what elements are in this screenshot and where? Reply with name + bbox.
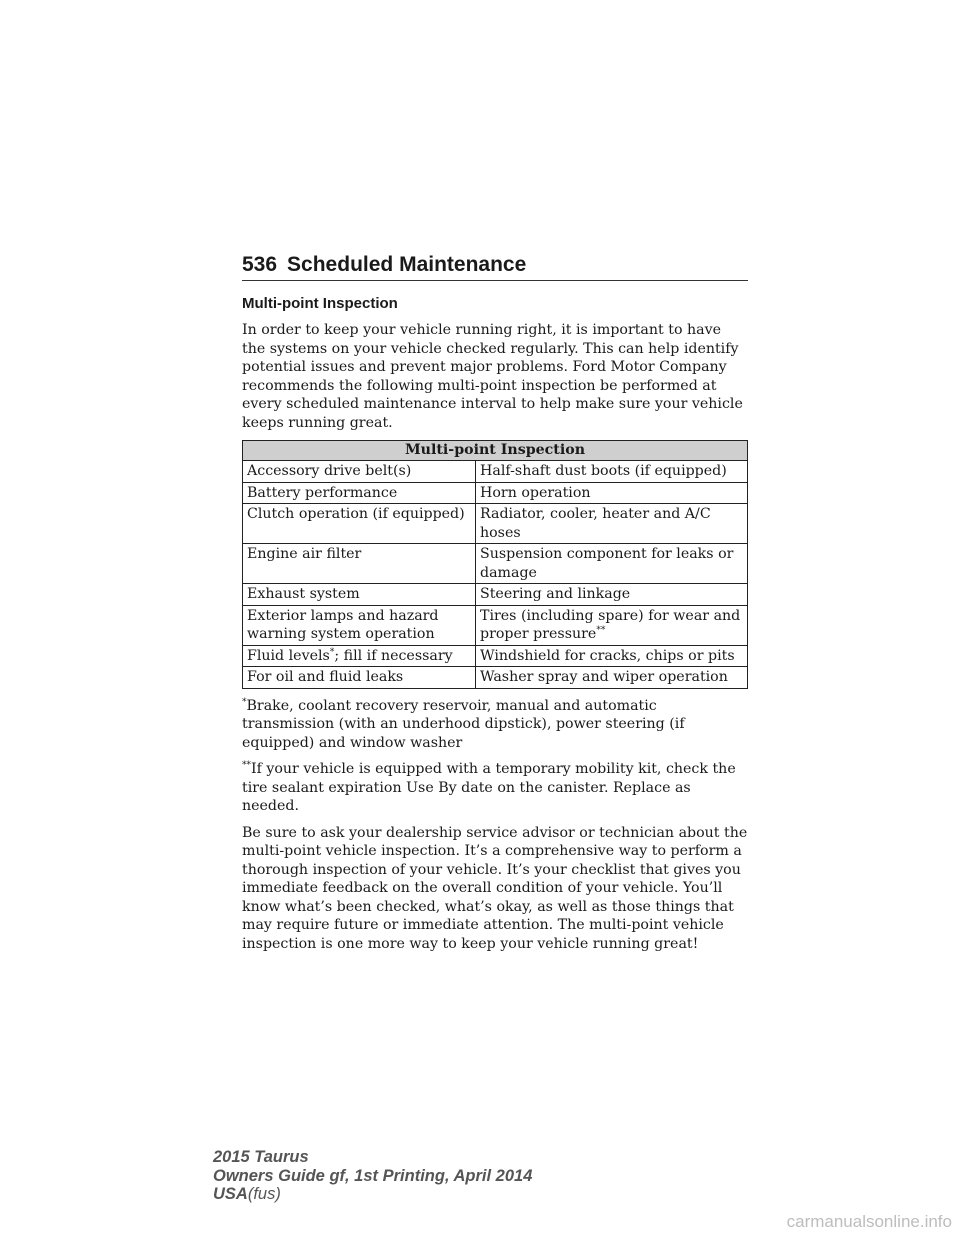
footnote-mark-single: * <box>329 646 335 657</box>
table-header-row <box>243 441 748 461</box>
footer-line-1: 2015 Taurus <box>213 1148 309 1166</box>
footnote-mark: ** <box>242 760 251 771</box>
table-cell: Steering and linkage <box>476 584 748 606</box>
page-number: 536 <box>242 253 278 276</box>
fluid-levels-text: Fluid levels <box>247 647 330 664</box>
table-row <box>243 667 748 689</box>
table-row <box>243 482 748 504</box>
footnote-text: Brake, coolant recovery reservoir, manual and automatic transmission (with an underhood dipstick), power steering (if equipped) and window washer <box>242 697 685 751</box>
page-header <box>242 253 748 281</box>
page-content <box>242 295 748 961</box>
table-cell: Exterior lamps and hazard warning system operation <box>243 605 476 645</box>
table-cell: Exhaust system <box>243 584 476 606</box>
table-row <box>243 605 748 645</box>
section-heading: Multi-point Inspection <box>242 295 398 312</box>
footnote-text: If your vehicle is equipped with a temporary mobility kit, check the tire sealant expiration Use By date on the canister. Replace as needed. <box>242 761 736 814</box>
table-row <box>243 544 748 584</box>
table-cell: Accessory drive belt(s) <box>243 461 476 483</box>
table-row <box>243 461 748 483</box>
table-cell: Washer spray and wiper operation <box>476 667 748 689</box>
chapter-title: Scheduled Maintenance <box>287 253 527 276</box>
footer-line-2: Owners Guide gf, 1st Printing, April 2014 <box>213 1166 533 1185</box>
footer-line-3 <box>213 1185 532 1204</box>
table-row <box>243 584 748 606</box>
table-cell: Engine air filter <box>243 544 476 584</box>
table-cell <box>243 645 476 667</box>
table-cell: Horn operation <box>476 482 748 504</box>
table-cell: Clutch operation (if equipped) <box>243 504 476 544</box>
fluid-levels-suffix: ; fill if necessary <box>334 647 453 664</box>
inspection-table <box>242 440 748 689</box>
table-cell: Half-shaft dust boots (if equipped) <box>476 461 748 483</box>
table-cell: Battery performance <box>243 482 476 504</box>
watermark: carmanualsonline.info <box>786 1212 952 1231</box>
footnote-double <box>242 760 748 816</box>
footnote-single <box>242 697 748 753</box>
table-row <box>243 645 748 667</box>
table-cell: Radiator, cooler, heater and A/C hoses <box>476 504 748 544</box>
table-row <box>243 504 748 544</box>
table-title: Multi-point Inspection <box>243 441 748 461</box>
footer-region-code: (fus) <box>247 1185 281 1203</box>
footer-region: USA <box>213 1185 248 1203</box>
footnote-mark: * <box>242 696 247 707</box>
table-cell: For oil and fluid leaks <box>243 667 476 689</box>
table-cell <box>476 605 748 645</box>
intro-paragraph: In order to keep your vehicle running right, it is important to have the systems on your vehicle checked regularly. This can help identify potential issues and prevent major problems. Ford Motor Company recommends the following multi-point inspection be performed at every scheduled maintenance interval to help make sure your vehicle keeps running great. <box>242 322 743 431</box>
document-footer <box>213 1148 532 1204</box>
footnote-mark-double: ** <box>596 625 606 636</box>
tires-text: Tires (including spare) for wear and proper pressure <box>480 607 741 642</box>
table-cell: Windshield for cracks, chips or pits <box>476 645 748 667</box>
closing-paragraph: Be sure to ask your dealership service advisor or technician about the multi-point vehicle inspection. It’s a comprehensive way to perform a thorough inspection of your vehicle. It’s your checklist that gives you immediate feedback on the overall condition of your vehicle. You’ll know what’s been checked, what’s okay, as well as those things that may require future or immediate attention. The multi-point vehicle inspection is one more way to keep your vehicle running great! <box>242 824 748 952</box>
table-cell: Suspension component for leaks or damage <box>476 544 748 584</box>
